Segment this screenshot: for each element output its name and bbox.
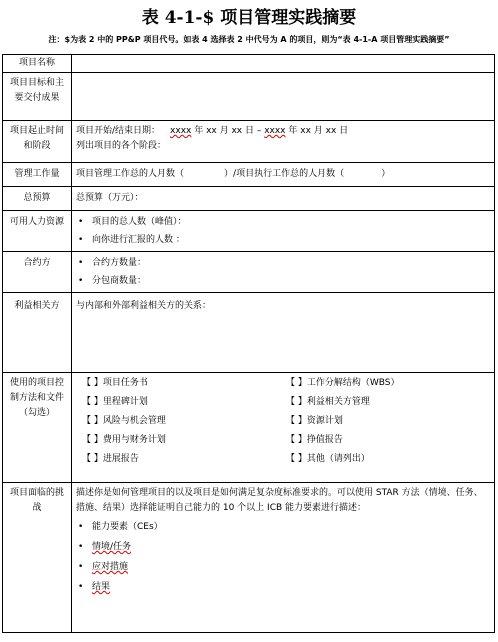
list-item: • 合约方数量： — [76, 256, 490, 271]
label-challenge: 项目面临的挑战 — [3, 483, 72, 633]
period-phases-line: 列出项目的各个阶段： — [76, 141, 167, 151]
value-project-name[interactable] — [72, 55, 495, 73]
checkbox-item[interactable]: 【 】利益相关方管理 — [286, 397, 370, 407]
value-human-resources[interactable] — [72, 211, 495, 252]
list-item: • 分包商数量： — [76, 274, 490, 289]
row-project-goal — [3, 73, 495, 121]
list-item: • 能力要素（CEs） — [76, 520, 490, 535]
value-contract[interactable] — [72, 252, 495, 293]
label-budget: 总预算 — [3, 187, 72, 211]
checkbox-item[interactable]: 【 】挣值报告 — [286, 435, 343, 445]
label-workload: 管理工作量 — [3, 163, 72, 187]
row-contract — [3, 252, 495, 293]
row-methods — [3, 373, 495, 483]
label-human-resources: 可用人力资源 — [3, 211, 72, 252]
practice-summary-table — [2, 54, 495, 633]
row-human-resources — [3, 211, 495, 252]
label-contract: 合约方 — [3, 252, 72, 293]
row-project-period — [3, 121, 495, 163]
list-item: • 项目的总人数（峰值）： — [76, 215, 490, 230]
row-workload — [3, 163, 495, 187]
hr-list — [76, 215, 490, 248]
value-project-goal[interactable] — [72, 73, 495, 121]
row-budget — [3, 187, 495, 211]
label-stakeholder: 利益相关方 — [3, 293, 72, 373]
period-dates-line: 项目开始/结束日期： xxxx 年 xx 月 xx 日 – xxxx 年 xx 月 xx 日 — [76, 126, 349, 136]
checkbox-item[interactable]: 【 】进展报告 — [82, 454, 139, 464]
start-date: xxxx 年 xx 月 xx 日 — [170, 126, 254, 136]
list-item: • 向你进行汇报的人数 ： — [76, 233, 490, 248]
checkbox-item[interactable]: 【 】项目任务书 — [82, 378, 148, 388]
label-project-name: 项目名称 — [3, 55, 72, 73]
checkbox-item[interactable]: 【 】工作分解结构（WBS） — [286, 378, 400, 388]
page-title: 表 4-1-$ 项目管理实践摘要 — [141, 8, 357, 28]
checkbox-item[interactable]: 【 】其他（请列出） — [286, 454, 370, 464]
row-challenge — [3, 483, 495, 633]
value-methods — [72, 373, 495, 483]
checkbox-item[interactable]: 【 】风险与机会管理 — [82, 416, 166, 426]
list-item: • 应对措施 — [76, 560, 490, 575]
value-project-period[interactable] — [72, 121, 495, 163]
label-project-goal: 项目目标和主要交付成果 — [3, 73, 72, 121]
value-budget[interactable]: 总预算（万元）： — [72, 187, 495, 211]
checkbox-item[interactable]: 【 】里程碑计划 — [82, 397, 148, 407]
value-stakeholder[interactable]: 与内部和外部利益相关方的关系： — [72, 293, 495, 373]
end-date: xxxx 年 xx 月 xx 日 — [264, 126, 349, 136]
challenge-description: 描述你是如何管理项目的以及项目是如何满足复杂度标准要求的。可以使用 STAR 方法（情境、任务、措施、结果）选择能证明自己能力的 10 个以上 ICB 能力要素进行描述： — [76, 488, 483, 513]
contract-list — [76, 256, 490, 289]
note-text: 注：$为表 2 中的 PP&P 项目代号。如表 4 选择表 2 中代号为 A 的项目，则为“表 4-1-A 项目管理实践摘要” — [48, 35, 450, 44]
value-workload[interactable]: 项目管理工作总的人月数（ ）/项目执行工作总的人月数（ ） — [72, 163, 495, 187]
methods-checklist — [82, 376, 490, 467]
challenge-list — [76, 520, 490, 595]
list-item: • 结果 — [76, 580, 490, 595]
value-challenge[interactable] — [72, 483, 495, 633]
row-project-name — [3, 55, 495, 73]
checkbox-item[interactable]: 【 】费用与财务计划 — [82, 435, 166, 445]
list-item: • 情境/任务 — [76, 540, 490, 555]
label-project-period: 项目起止时间和阶段 — [3, 121, 72, 163]
checkbox-item[interactable]: 【 】资源计划 — [286, 416, 343, 426]
label-methods: 使用的项目控制方法和文件（勾选） — [3, 373, 72, 483]
row-stakeholder — [3, 293, 495, 373]
